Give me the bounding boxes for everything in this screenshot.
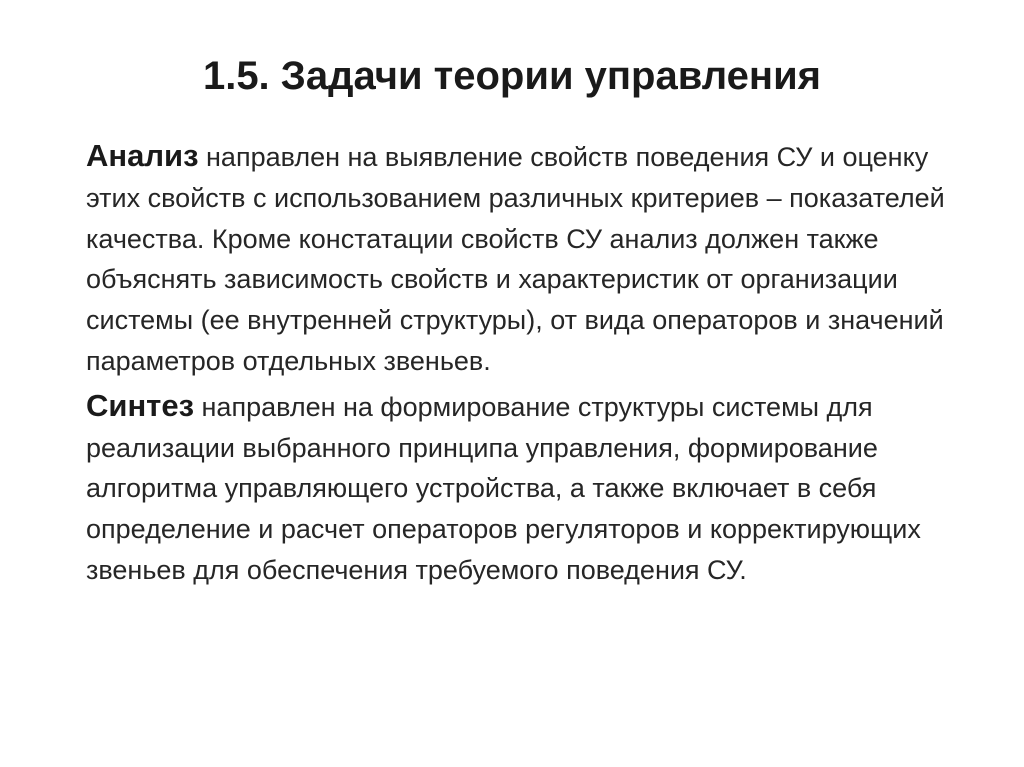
paragraph-synthesis bbox=[86, 386, 966, 591]
text-synthesis: направлен на формирование структуры системы для реализации выбранного принципа управления, формирование алгоритма управляющего устройства, а также включает в себя определение и расчет операторов регуляторов и корректирующих звеньев для обеспечения требуемого поведения СУ. bbox=[86, 391, 921, 585]
text-analysis: направлен на выявление свойств поведения СУ и оценку этих свойств с использованием различных критериев – показателей качества. Кроме констатации свойств СУ анализ должен также объяснять зависимость свойств и характеристик от организации системы (ее внутренней структуры), от вида операторов и значений параметров отдельных звеньев. bbox=[86, 142, 945, 376]
slide-body bbox=[86, 136, 966, 591]
paragraph-analysis bbox=[86, 136, 966, 382]
term-synthesis: Синтез bbox=[86, 387, 195, 423]
slide-title: 1.5. Задачи теории управления bbox=[202, 54, 822, 98]
term-analysis: Анализ bbox=[86, 138, 199, 173]
